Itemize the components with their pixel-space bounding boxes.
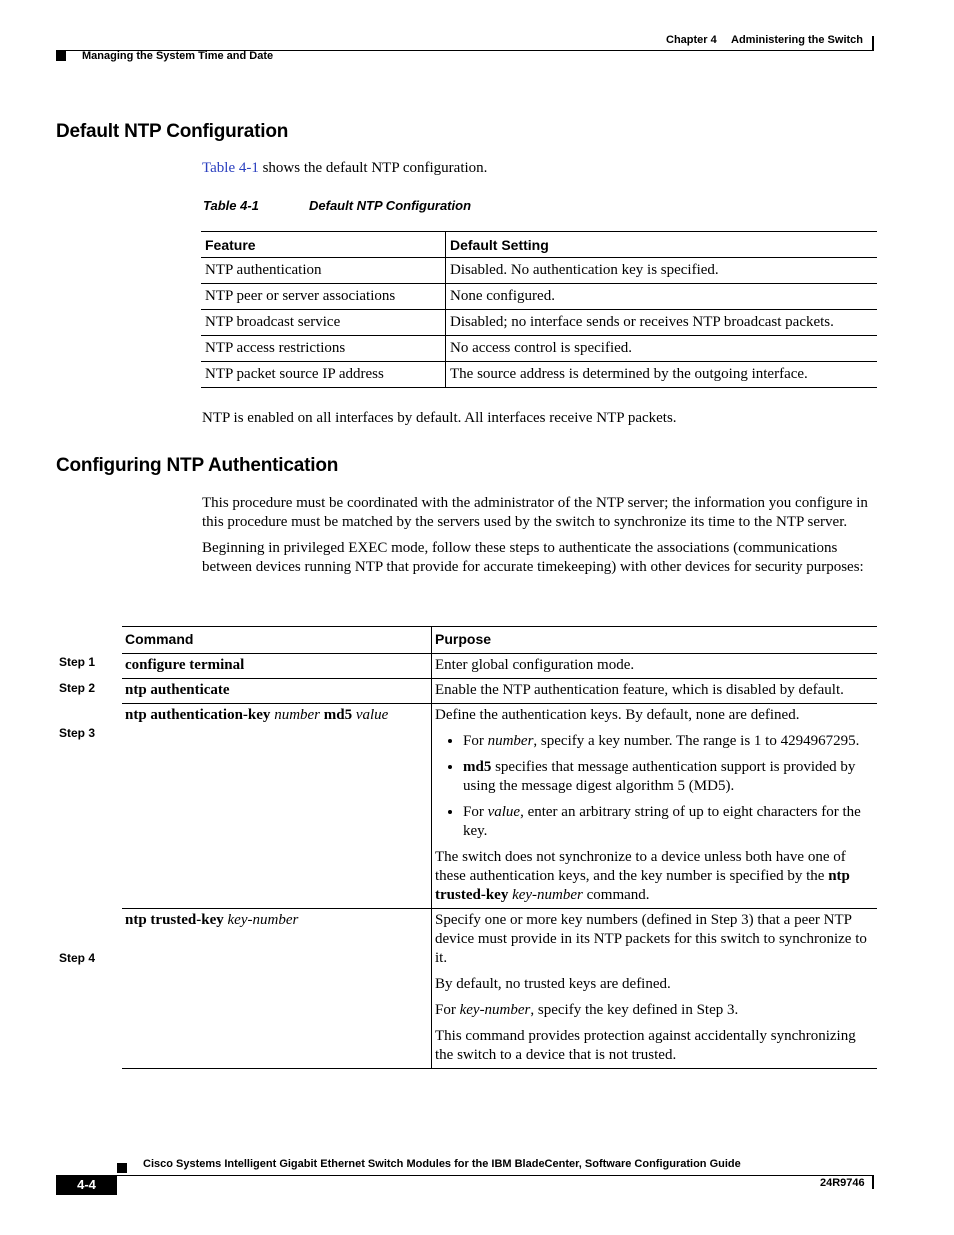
- header-chapter-title: Administering the Switch: [731, 34, 864, 46]
- column-header-command: Command: [122, 627, 432, 654]
- command-cell: ntp authentication-key number md5 value: [122, 704, 432, 909]
- ntp-enabled-paragraph: NTP is enabled on all interfaces by default. All interfaces receive NTP packets.: [202, 410, 677, 426]
- command-cell: ntp trusted-key key-number: [122, 909, 432, 1069]
- table-cell-setting: Disabled; no interface sends or receives NTP broadcast packets.: [446, 310, 878, 336]
- purpose-paragraph: Specify one or more key numbers (defined in Step 3) that a peer NTP device must provide in its NTP packets for this switch to synchronize to it.: [435, 912, 867, 966]
- purpose-cell: Enter global configuration mode.: [432, 654, 878, 679]
- step-label: Step 3: [59, 726, 96, 740]
- footer-guide-title: Cisco Systems Intelligent Gigabit Ethernet Switch Modules for the IBM BladeCenter, Software Configuration Guide: [143, 1158, 741, 1170]
- table-row: [122, 704, 877, 909]
- header-vertical-bar: [872, 36, 874, 50]
- table-row: [122, 679, 877, 704]
- table-cell-setting: The source address is determined by the outgoing interface.: [446, 362, 878, 388]
- purpose-cell: Enable the NTP authentication feature, which is disabled by default.: [432, 679, 878, 704]
- table-header-row: [122, 627, 877, 654]
- purpose-paragraph: This command provides protection against accidentally synchronizing the switch to a device that is not trusted.: [435, 1028, 856, 1063]
- table-header-row: [201, 232, 877, 258]
- command-cell: [122, 679, 432, 704]
- table-cell-feature: NTP authentication: [201, 258, 446, 284]
- column-header-feature: Feature: [201, 232, 446, 258]
- command-text: configure terminal: [125, 657, 245, 673]
- table-row: [201, 258, 877, 284]
- step-label: Step 2: [59, 681, 96, 695]
- table-cell-feature: NTP broadcast service: [201, 310, 446, 336]
- column-header-purpose: Purpose: [432, 627, 878, 654]
- coordination-paragraph: This procedure must be coordinated with the administrator of the NTP server; the information you configure in this procedure must be matched by the servers used by the switch to synchronize its time to the NTP server.: [202, 495, 868, 530]
- purpose-paragraph: For key-number, specify the key defined in Step 3.: [435, 1002, 739, 1018]
- table-cell-setting: Disabled. No authentication key is specified.: [446, 258, 878, 284]
- table-link[interactable]: Table 4-1: [202, 160, 259, 176]
- default-ntp-table: [201, 231, 877, 388]
- purpose-cell: [432, 704, 878, 909]
- step-label: Step 4: [59, 951, 96, 965]
- section-heading-default-ntp: Default NTP Configuration: [56, 121, 289, 142]
- footer-vertical-bar: [872, 1175, 874, 1189]
- column-header-default-setting: Default Setting: [446, 232, 878, 258]
- table-caption: [203, 198, 471, 213]
- header-chapter: Chapter 4: [666, 34, 717, 46]
- command-cell: [122, 654, 432, 679]
- table-cell-feature: NTP access restrictions: [201, 336, 446, 362]
- purpose-note: The switch does not synchronize to a device unless both have one of these authentication keys, and the key number is specified by the ntp trusted-key key-number command.: [435, 849, 850, 903]
- table-row: [201, 284, 877, 310]
- table-row: [201, 336, 877, 362]
- table-cell-setting: No access control is specified.: [446, 336, 878, 362]
- purpose-paragraph: By default, no trusted keys are defined.: [435, 976, 671, 992]
- table-cell-feature: NTP peer or server associations: [201, 284, 446, 310]
- page-number: 4-4: [56, 1175, 117, 1195]
- table-cell-setting: None configured.: [446, 284, 878, 310]
- table-row: [201, 362, 877, 388]
- purpose-bullets: [435, 732, 874, 841]
- header-square-marker: [56, 51, 66, 61]
- table-row: [122, 909, 877, 1069]
- bullet-item: • For value, enter an arbitrary string of up to eight characters for the key.: [463, 803, 874, 841]
- header-section: Managing the System Time and Date: [82, 50, 274, 62]
- table-caption-title: Default NTP Configuration: [309, 198, 472, 213]
- purpose-cell: [432, 909, 878, 1069]
- step-label: Step 1: [59, 655, 96, 669]
- footer-rule: [56, 1175, 874, 1176]
- bullet-item: • md5 specifies that message authentication support is provided by using the message digest algorithm 5 (MD5).: [463, 758, 874, 796]
- bullet-item: • For number, specify a key number. The range is 1 to 4294967295.: [463, 732, 874, 751]
- table-caption-number: Table 4-1: [203, 198, 259, 213]
- auth-steps-table: [122, 626, 877, 1069]
- table-cell-feature: NTP packet source IP address: [201, 362, 446, 388]
- footer-square-marker: [117, 1163, 127, 1173]
- command-text: ntp authenticate: [125, 682, 230, 698]
- table-row: [122, 654, 877, 679]
- document-number: 24R9746: [820, 1177, 865, 1189]
- intro-paragraph: Table 4-1 shows the default NTP configuration.: [202, 160, 488, 176]
- table-row: [201, 310, 877, 336]
- purpose-intro: Define the authentication keys. By default, none are defined.: [435, 707, 800, 723]
- section-heading-configuring-auth: Configuring NTP Authentication: [56, 455, 339, 476]
- procedure-intro-paragraph: Beginning in privileged EXEC mode, follow these steps to authenticate the associations (communications between devices running NTP that provide for accurate timekeeping) with other devices for security purposes:: [202, 540, 864, 575]
